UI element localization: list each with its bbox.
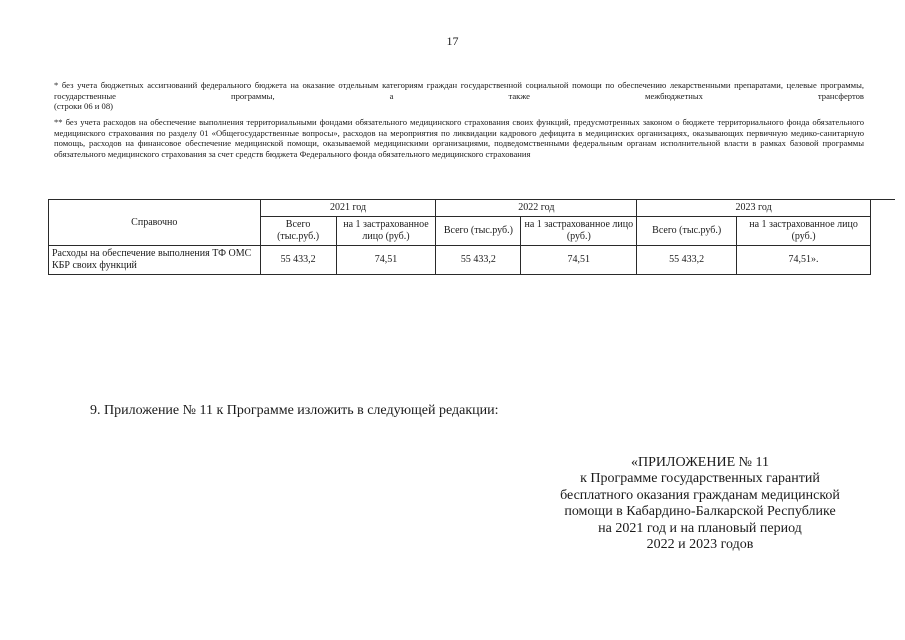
appendix-line-5: 2022 и 2023 годов [646,537,754,553]
appendix-title: «ПРИЛОЖЕНИЕ № 11 [631,455,769,470]
cell-total-2021: 55 433,2 [260,246,336,275]
subheader-total-2021: Всего (тыс.руб.) [260,217,336,246]
subheader-per-person-2023: на 1 застрахованное лицо (руб.) [737,217,871,246]
appendix-line-1: к Программе государственных гарантий [580,471,820,487]
row-label: Расходы на обеспечение выполнения ТФ ОМС КБР своих функций [49,246,261,275]
table-edge-line [871,199,895,200]
footnote-2: ** без учета расходов на обеспечение выполнения территориальными фондами обязательного медицинского страхования своих функций, предусмотренных законом о бюджете территориального фонда обязательного медицинского страхования по разделу 01 «Общегосударственные вопросы», расходов на мероприятия по ликвидации кадрового дефицита в медицинских организациях, оказывающих первичную медико-санитарную помощь, расходов на финансовое обеспечение медицинской помощи, оказываемой медицинскими организациями, подведомственными федеральным органам исполнительной власти в рамках базовой программы обязательного медицинского страхования за счет средств бюджета Федерального фонда обязательного медицинского страхования [54,117,864,159]
appendix-line-2: бесплатного оказания гражданам медицинской [560,487,840,503]
table-row [49,246,871,275]
table-year-row [49,200,871,217]
appendix-heading [530,455,870,553]
instruction-paragraph: 9. Приложение № 11 к Программе изложить в следующей редакции: [90,403,499,418]
cell-total-2022: 55 433,2 [436,246,521,275]
year-2023-header: 2023 год [637,200,871,217]
footnote-1: * без учета бюджетных ассигнований федерального бюджета на оказание отдельным категориям граждан государственной социальной помощи по обеспечению лекарственными препаратами, целевые программы, государственные программы, а также межбюджетных трансфертов [54,80,864,101]
reference-table [48,199,871,275]
cell-per-person-2021: 74,51 [336,246,436,275]
footnote-1-rows: (строки 06 и 08) [54,101,113,111]
subheader-per-person-2021: на 1 застрахованное лицо (руб.) [336,217,436,246]
cell-per-person-2022: 74,51 [521,246,637,275]
cell-total-2023: 55 433,2 [637,246,737,275]
subheader-per-person-2022: на 1 застрахованное лицо (руб.) [521,217,637,246]
subheader-total-2023: Всего (тыс.руб.) [637,217,737,246]
cell-per-person-2023: 74,51». [737,246,871,275]
appendix-line-4: на 2021 год и на плановый период [598,520,802,536]
subheader-total-2022: Всего (тыс.руб.) [436,217,521,246]
year-2021-header: 2021 год [260,200,436,217]
page-number: 17 [446,34,459,48]
table-header-label: Справочно [49,200,261,246]
year-2022-header: 2022 год [436,200,637,217]
appendix-line-3: помощи в Кабардино-Балкарской Республике [564,504,836,520]
